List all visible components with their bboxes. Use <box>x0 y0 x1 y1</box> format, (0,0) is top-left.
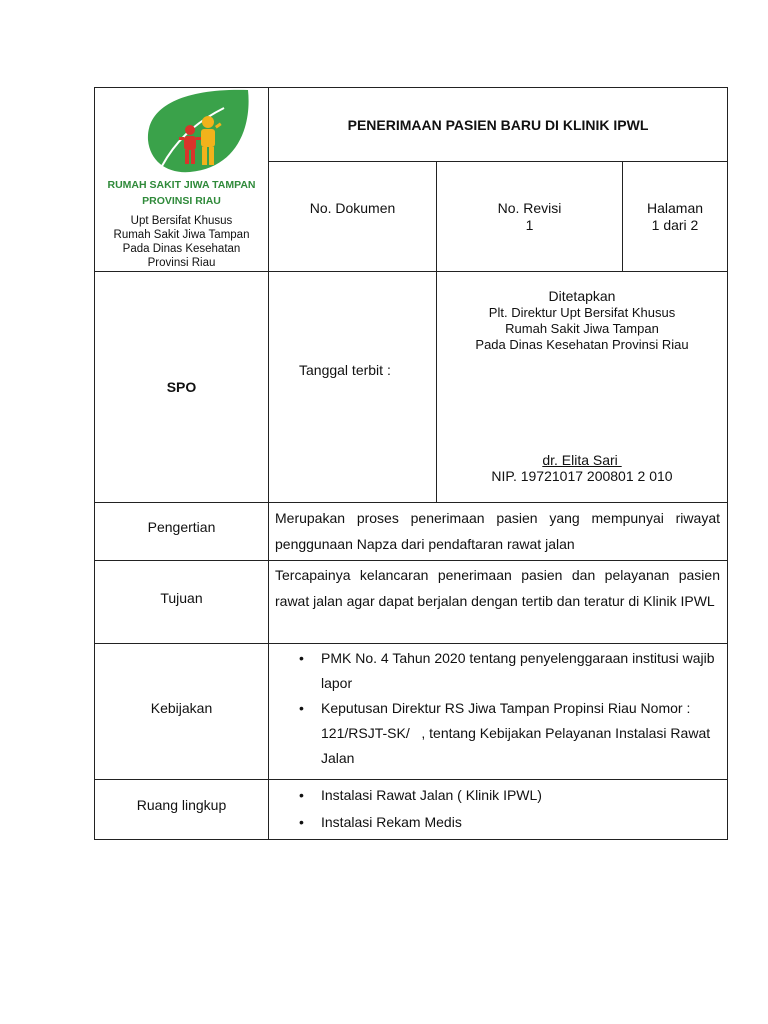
revision-label: No. Revisi <box>497 200 562 216</box>
approval-line: Plt. Direktur Upt Bersifat Khusus <box>488 305 676 320</box>
list-item: • Keputusan Direktur RS Jiwa Tampan Propinsi Riau Nomor : 121/RSJT-SK/ , tentang Kebijakan Pelayanan Instalasi Rawat Jalan <box>299 700 715 766</box>
org-line: Pada Dinas Kesehatan <box>122 243 241 255</box>
page-label: Halaman <box>646 200 704 216</box>
tujuan-label: Tujuan <box>160 590 203 606</box>
doc-number-label: No. Dokumen <box>309 200 396 216</box>
hospital-logo-icon <box>140 88 260 178</box>
approval-block <box>437 288 727 353</box>
signer-name: dr. Elita Sari <box>542 452 622 468</box>
approval-line: Rumah Sakit Jiwa Tampan <box>505 321 659 336</box>
spo-row-divider <box>94 502 728 503</box>
approval-line: Pada Dinas Kesehatan Provinsi Riau <box>475 337 689 352</box>
page-cell <box>623 200 727 234</box>
org-line: Rumah Sakit Jiwa Tampan <box>113 229 250 241</box>
list-item-text: Keputusan Direktur RS Jiwa Tampan Propinsi Riau Nomor : 121/RSJT-SK/ , tentang Kebijakan Pelayanan Instalasi Rawat Jalan <box>321 700 715 766</box>
tujuan-text: Tercapainya kelancaran penerimaan pasien dan pelayanan pasien rawat jalan agar dapat berjalan dengan tertib dan teratur di Klinik IPWL <box>275 567 720 609</box>
signer-nip: NIP. 19721017 200801 2 010 <box>491 468 673 484</box>
approval-heading: Ditetapkan <box>548 288 616 304</box>
kebijakan-row-divider <box>94 779 728 780</box>
kebijakan-list <box>269 646 724 771</box>
org-line: Upt Bersifat Khusus <box>130 215 233 227</box>
document-title: PENERIMAAN PASIEN BARU DI KLINIK IPWL <box>347 117 649 133</box>
kebijakan-label: Kebijakan <box>150 700 213 716</box>
logo-text-province: PROVINSI RIAU <box>142 195 221 207</box>
list-item-text: Instalasi Rekam Medis <box>321 814 462 830</box>
ruang-lingkup-list <box>269 782 724 836</box>
pengertian-row-divider <box>94 560 728 561</box>
page-value: 1 dari 2 <box>651 217 699 233</box>
table-border-bottom <box>94 839 728 840</box>
logo-text-name: RUMAH SAKIT JIWA TAMPAN <box>107 179 256 191</box>
ruang-lingkup-label: Ruang lingkup <box>136 797 227 813</box>
revision-cell <box>437 200 622 234</box>
org-name <box>95 214 268 270</box>
org-line: Provinsi Riau <box>147 257 216 269</box>
list-item: • Instalasi Rekam Medis <box>299 814 462 830</box>
list-item-text: PMK No. 4 Tahun 2020 tentang penyelenggaraan institusi wajib lapor <box>321 650 715 691</box>
header-row-divider <box>94 271 728 272</box>
spo-label: SPO <box>166 379 197 395</box>
tujuan-row-divider <box>94 643 728 644</box>
signature-block <box>437 452 727 484</box>
list-item: • Instalasi Rawat Jalan ( Klinik IPWL) <box>299 787 542 803</box>
list-item: • PMK No. 4 Tahun 2020 tentang penyelenggaraan institusi wajib lapor <box>299 650 715 691</box>
logo-cell <box>95 88 268 271</box>
pengertian-text: Merupakan proses penerimaan pasien yang mempunyai riwayat penggunaan Napza dari pendaftaran rawat jalan <box>275 510 720 552</box>
title-row-divider <box>268 161 728 162</box>
list-item-text: Instalasi Rawat Jalan ( Klinik IPWL) <box>321 787 542 803</box>
pengertian-label: Pengertian <box>147 519 216 535</box>
issue-date-label: Tanggal terbit : <box>299 362 391 378</box>
table-border-right <box>727 87 728 840</box>
revision-value: 1 <box>525 217 534 233</box>
